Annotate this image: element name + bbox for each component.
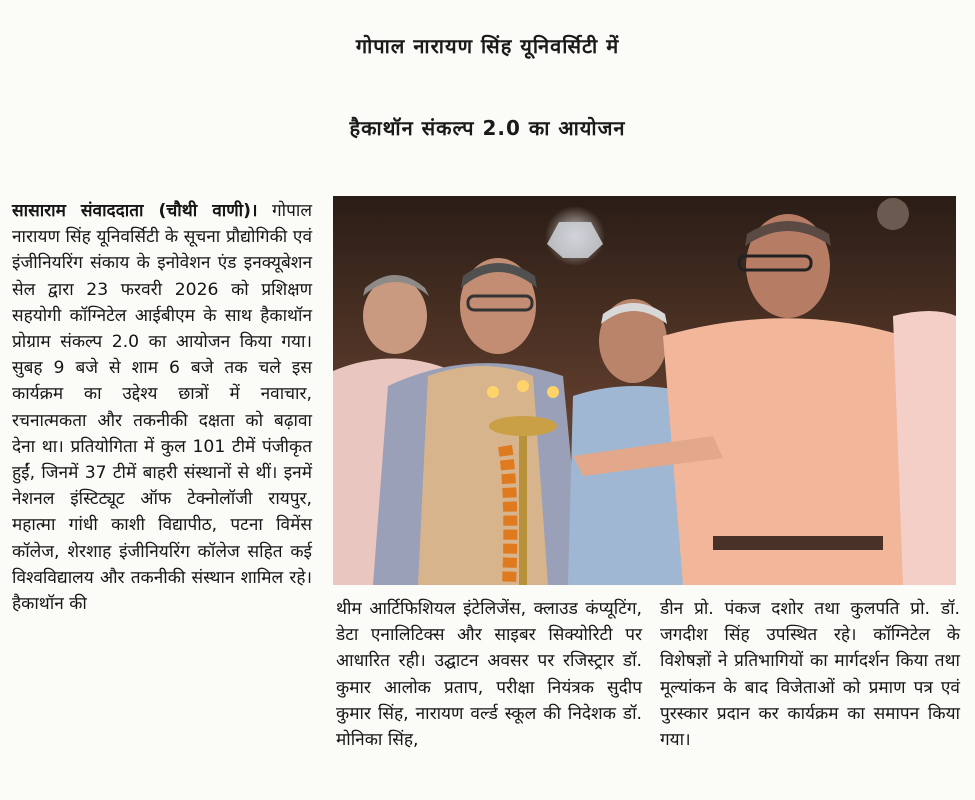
headline-line-1: गोपाल नारायण सिंह यूनिवर्सिटी में	[355, 34, 620, 58]
article-column-2	[336, 596, 642, 753]
person-right	[893, 311, 956, 585]
article-text-col3: डीन प्रो. पंकज दशोर तथा कुलपति प्रो. डॉ. जगदीश सिंह उपस्थित रहे। कॉग्निटेल के विशेषज्ञों ने प्रतिभागियों का मार्गदर्शन किया तथा मूल्यांकन के बाद विजेताओं को प्रमाण पत्र एवं पुरस्कार प्रदान कर कार्यक्रम का समापन किया गया।	[660, 599, 960, 751]
article-column-1	[12, 198, 312, 617]
article-text-col1: गोपाल नारायण सिंह यूनिवर्सिटी के सूचना प्रौद्योगिकी एवं इंजीनियरिंग संकाय के इनोवेशन एंड इनक्यूबेशन सेल द्वारा 23 फरवरी 2026 को प्रशिक्षण सहयोगी कॉग्निटेल आईबीएम के साथ हैकाथॉन प्रोग्राम संकल्प 2.0 का आयोजन किया गया। सुबह 9 बजे से शाम 6 बजे तक चले इस कार्यक्रम का उद्देश्य छात्रों में नवाचार, रचनात्मकता और तकनीकी दक्षता को बढ़ावा देना था। प्रतियोगिता में कुल 101 टीमें पंजीकृत हुईं, जिनमें 37 टीमें बाहरी संस्थानों से थीं। इनमें नेशनल इंस्टिट्यूट ऑफ टेक्नोलॉजी रायपुर, महात्मा गांधी काशी विद्यापीठ, पटना विमेंस कॉलेज, शेरशाह इंजीनियरिंग कॉलेज सहित कई विश्वविद्यालय और तकनीकी संस्थान शामिल रहे। हैकाथॉन की	[12, 201, 312, 615]
headline-line-2: हैकाथॉन संकल्प 2.0 का आयोजन	[349, 116, 626, 140]
lamp-lighting-photo	[333, 196, 956, 585]
article-column-3	[660, 596, 960, 753]
dateline: सासाराम संवाददाता (चौथी वाणी)।	[12, 201, 258, 221]
article-text-col2: थीम आर्टिफिशियल इंटेलिजेंस, क्लाउड कंप्यूटिंग, डेटा एनालिटिक्स और साइबर सिक्योरिटी पर आधारित रही। उद्घाटन अवसर पर रजिस्ट्रार डॉ. कुमार आलोक प्रताप, परीक्षा नियंत्रक सुदीप कुमार सिंह, नारायण वर्ल्ड स्कूल की निदेशक डॉ. मोनिका सिंह,	[336, 599, 642, 751]
